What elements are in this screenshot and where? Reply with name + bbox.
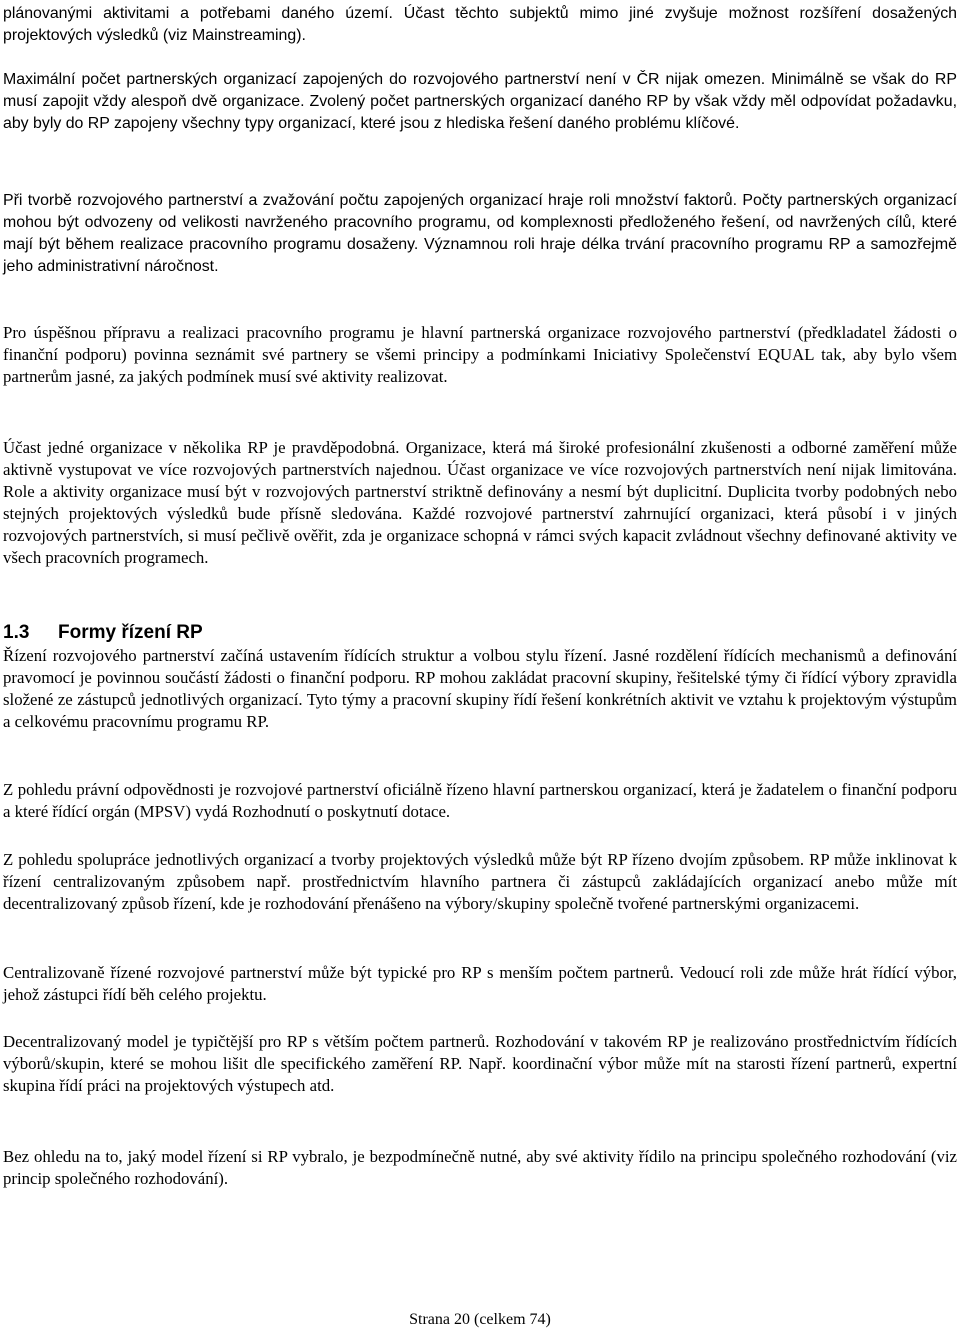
section-title: Formy řízení RP <box>58 622 203 643</box>
paragraph-multiple-participation: Účast jedné organizace v několika RP je pravděpodobná. Organizace, která má široké profesionální zkušenosti a odborné zaměření může aktivně vystupovat ve více rozvojových partnerstvích najednou. Účast organizace ve více rozvojových partnerstvích není nijak limitována. Role a aktivity organizace musí být v rozvojových partnerství striktně definovány a nesmí být duplicitní. Duplicita tvorby podobných nebo stejných projektových výsledků bude přísně sledována. Každé rozvojové partnerství zahrnující organizaci, která působí i v jiných rozvojových partnerstvích, si musí pečlivě ověřit, zda je organizace schopná v rámci svých kapacit zvládnout všechny definované aktivity ve všech pracovních programech. <box>3 438 957 567</box>
page-footer: Strana 20 (celkem 74) <box>409 1311 551 1328</box>
paragraph-legal-responsibility: Z pohledu právní odpovědnosti je rozvojové partnerství oficiálně řízeno hlavní partnerskou organizací, která je žadatelem o finanční podporu a které řídící orgán (MPSV) vydá Rozhodnutí o poskytnutí dotace. <box>3 780 957 821</box>
paragraph-cooperation-models: Z pohledu spolupráce jednotlivých organizací a tvorby projektových výsledků může být RP řízeno dvojím způsobem. RP může inklinovat k řízení centralizovaným způsobem např. prostřednictvím hlavního partnera či zástupců zakládajících organizací anebo může mít decentralizovaný způsob řízení, kde je rozhodování přenášeno na výbory/skupiny společně tvořené partnerskými organizacemi. <box>3 850 957 913</box>
section-number: 1.3 <box>3 622 30 643</box>
section-heading <box>3 621 203 645</box>
paragraph-preparation: Pro úspěšnou přípravu a realizaci pracovního programu je hlavní partnerská organizace rozvojového partnerství (předkladatel žádosti o finanční podporu) povinna seznámit své partnery se všemi principy a podmínkami Iniciativy Společenství EQUAL tak, aby bylo všem partnerům jasné, za jakých podmínek musí své aktivity realizovat. <box>3 323 957 386</box>
paragraph-shared-decision: Bez ohledu na to, jaký model řízení si RP vybralo, je bezpodmínečně nutné, aby své aktivity řídilo na principu společného rozhodování (viz princip společného rozhodování). <box>3 1147 957 1188</box>
paragraph-decentralized: Decentralizovaný model je typičtější pro RP s větším počtem partnerů. Rozhodování v takovém RP je realizováno prostřednictvím řídících výborů/skupin, které se mohou lišit dle specifického zaměření RP. Např. koordinační výbor může mít na starosti řízení partnerů, expertní skupina řídí práci na projektových výstupech atd. <box>3 1032 957 1095</box>
paragraph-factors: Při tvorbě rozvojového partnerství a zvažování počtu zapojených organizací hraje roli množství faktorů. Počty partnerských organizací mohou být odvozeny od velikosti navrženého pracovního programu, od komplexnosti předloženého řešení, od navržených cílů, které mají být během realizace pracovního programu dosaženy. Významnou roli hraje délka trvání pracovního programu RP a samozřejmě jeho administrativní náročnost. <box>3 192 957 275</box>
paragraph-centralized: Centralizovaně řízené rozvojové partnerství může být typické pro RP s menším počtem partnerů. Vedoucí roli zde může hrát řídící výbor, jehož zástupci řídí běh celého projektu. <box>3 963 957 1004</box>
paragraph-intro-continuation: plánovanými aktivitami a potřebami daného území. Účast těchto subjektů mimo jiné zvyšuje možnost rozšíření dosažených projektových výsledků (viz Mainstreaming). <box>3 5 957 44</box>
paragraph-governance-structures: Řízení rozvojového partnerství začíná ustavením řídících struktur a volbou stylu řízení. Jasné rozdělení řídících mechanismů a definování pravomocí je povinnou součástí žádosti o finanční podporu. RP mohou zakládat pracovní skupiny, řešitelské týmy či řídící výbory zpravidla složené ze zástupců jednotlivých organizací. Tyto týmy a pracovní skupiny řídí řešení konkrétních aktivit ve vztahu k projektovým výstupům a celkovému pracovnímu programu RP. <box>3 646 957 731</box>
paragraph-partner-count: Maximální počet partnerských organizací zapojených do rozvojového partnerství není v ČR nijak omezen. Minimálně se však do RP musí zapojit vždy alespoň dvě organizace. Zvolený počet partnerských organizací daného RP by však vždy měl odpovídat požadavku, aby byly do RP zapojeny všechny typy organizací, které jsou z hlediska řešení daného problému klíčové. <box>3 71 957 132</box>
